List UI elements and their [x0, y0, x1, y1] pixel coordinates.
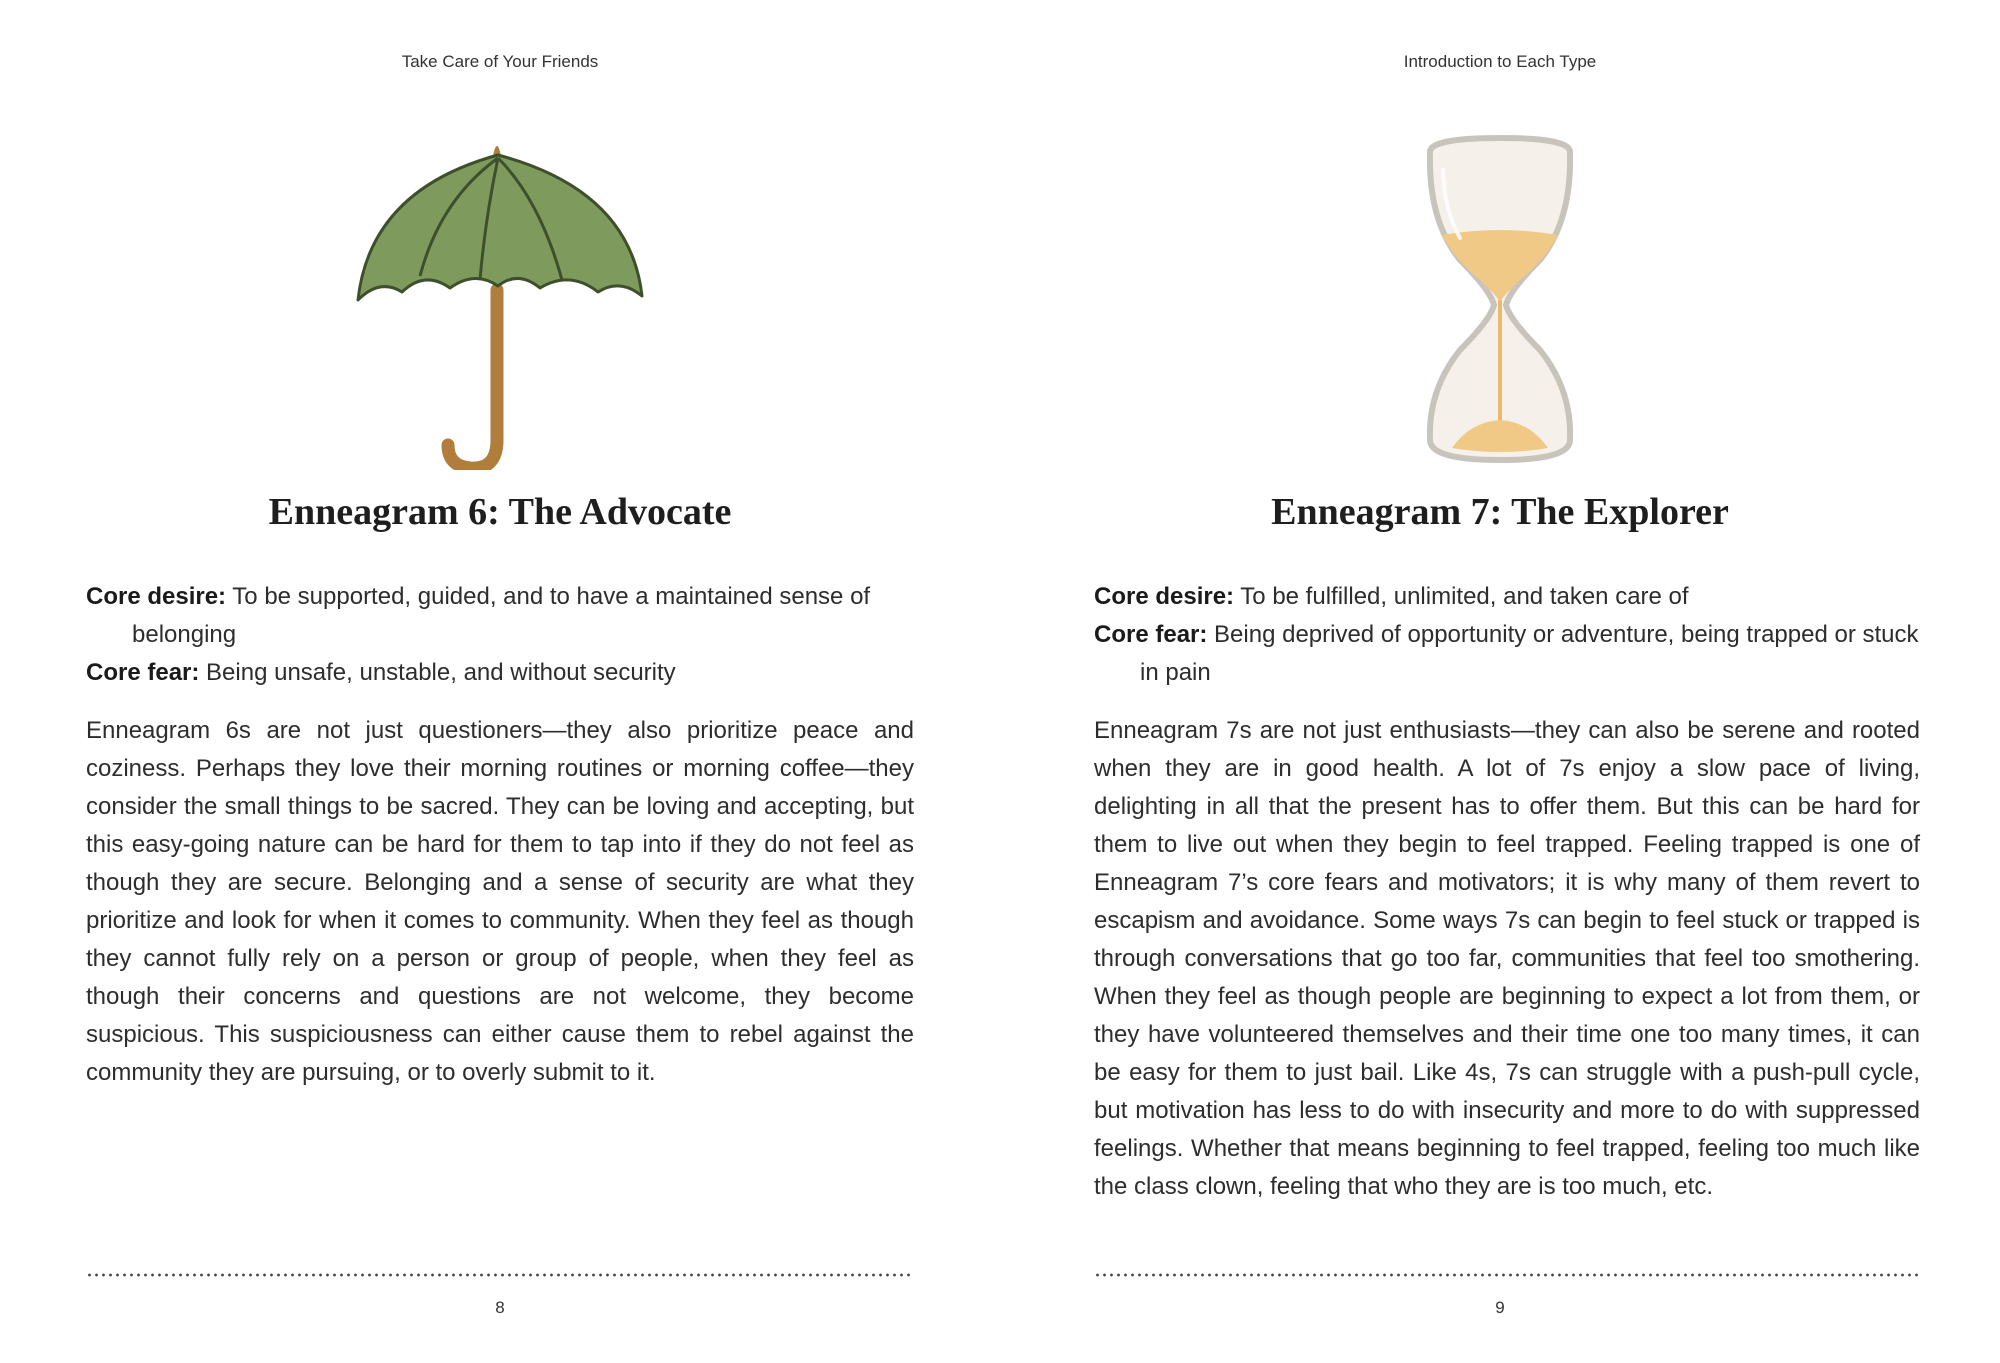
page-number: 9 [1495, 1298, 1505, 1317]
core-fear [1094, 616, 1920, 692]
core-desire-label: Core desire: [1094, 583, 1235, 610]
core-desire [86, 578, 914, 654]
page-title: Enneagram 7: The Explorer [1271, 491, 1729, 533]
page-title: Enneagram 6: The Advocate [268, 491, 732, 533]
running-head: Take Care of Your Friends [401, 52, 599, 71]
core-desire-text: To be supported, guided, and to have a maintained sense of belonging [132, 583, 871, 648]
core-desire [1094, 578, 1920, 616]
body-paragraph: Enneagram 7s are not just enthusiasts—they can also be serene and rooted when they are in good health. A lot of 7s enjoy a slow pace of living, delighting in all that the present has to offer them. But this can be hard for them to live out when they begin to feel trapped. Feeling trapped is one of Enneagram 7’s core fears and motivators; it is why many of them revert to escapism and avoidance. Some ways 7s can begin to feel stuck or trapped is through conversations that go too far, communities that feel too smothering. When they feel as though people are beginning to expect a lot from them, or they have volunteered themselves and their time one too many times, it can be easy for them to just bail. Like 4s, 7s can struggle with a push-pull cycle, but motivation has less to do with insecurity and more to do with suppressed feelings. Whether that means beginning to feel trapped, feeling too much like the class clown, feeling that who they are is too much, etc. [1094, 717, 1920, 1200]
text-block [86, 578, 914, 1092]
body-paragraph: Enneagram 6s are not just questioners—they also prioritize peace and coziness. Perhaps they love their morning routines or morning coffee—they consider the small things to be sacred. They can be loving and accepting, but this easy-going nature can be hard for them to tap into if they do not feel as though they are secure. Belonging and a sense of security are what they prioritize and look for when it comes to community. When they feel as though they cannot fully rely on a person or group of people, when they feel as though their concerns and questions are not welcome, they become suspicious. This suspiciousness can either cause them to rebel against the community they are pursuing, or to overly submit to it. [86, 717, 914, 1086]
core-fear-text: Being deprived of opportunity or adventure, being trapped or stuck in pain [1140, 621, 1919, 686]
core-fear-label: Core fear: [86, 659, 200, 686]
dotted-rule [86, 1273, 914, 1277]
hourglass-icon [1340, 130, 1660, 470]
right-page [1000, 0, 2000, 1363]
text-block [1094, 578, 1920, 1206]
core-fear-label: Core fear: [1094, 621, 1208, 648]
core-fear-text: Being unsafe, unstable, and without security [199, 659, 676, 686]
core-fear [86, 654, 914, 692]
dotted-rule [1094, 1273, 1920, 1277]
core-desire-text: To be fulfilled, unlimited, and taken care of [1234, 583, 1689, 610]
core-desire-label: Core desire: [86, 583, 227, 610]
umbrella-icon [340, 130, 660, 470]
running-head: Introduction to Each Type [1403, 52, 1597, 71]
page-number: 8 [495, 1298, 505, 1317]
